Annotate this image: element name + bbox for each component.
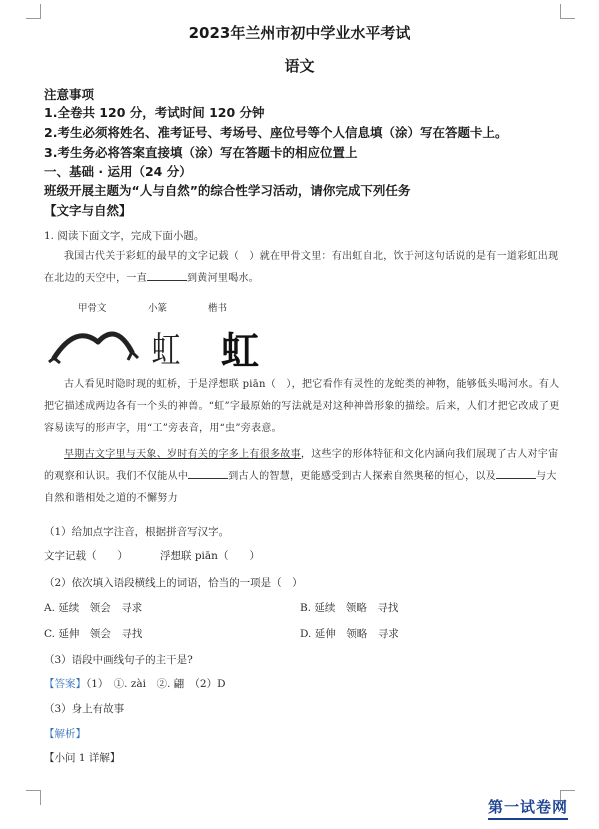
fill-blank-3 <box>496 468 536 479</box>
notes-heading: 注意事项 <box>44 87 95 102</box>
section-theme: 班级开展主题为“人与自然”的综合性学习活动，请你完成下列任务 <box>44 183 411 198</box>
section-subheading: 【文字与自然】 <box>44 203 132 218</box>
seal-script-rainbow: 虹 <box>151 330 181 371</box>
subquestion-3: （3）语段中画线句子的主干是? <box>44 654 193 666</box>
subquestion-2: （2）依次填入语段横线上的词语，恰当的一项是（ ） <box>44 577 303 589</box>
subject-title: 语文 <box>284 57 315 75</box>
glyph-label-regular: 楷书 <box>208 303 228 314</box>
passage-paragraph-2: 古人看见时隐时现的虹桥，于是浮想联 piān（ ），把它看作有灵性的龙蛇类的神物，能够低头喝河水。有人把它描述成两边各有一个头的神兽。“虹”字最原始的写法就是对这种神兽形象的描绘。后来，人们才把它改成了更容易读写的形声字，用“工”旁表音，用“虫”旁表意。 <box>44 379 560 434</box>
underlined-sentence: 早期古文字里与天象、岁时有关的字多上有很多故事 <box>64 449 301 460</box>
passage-paragraph-1: 我国古代关于彩虹的最早的文字记载（ ）就在甲骨文里：有出虹自北，饮于河这句话说的是有一道彩虹出现在北边的天空中，一直 到黄河里喝水。 <box>44 251 559 284</box>
section-heading: 一、基础 · 运用（24 分） <box>44 164 192 179</box>
answer-line: 【答案】（1） ①. zài ②. 翩 （2）D <box>44 678 226 690</box>
crop-mark-top-left <box>26 4 41 19</box>
analysis-label: 【解析】 <box>44 728 86 740</box>
glyph-label-oracle: 甲骨文 <box>78 303 107 314</box>
fill-blank-2 <box>188 468 228 479</box>
option-b: B. 延续 领略 寻找 <box>300 602 399 614</box>
option-d: D. 延伸 领略 寻求 <box>300 628 399 640</box>
notes-item-1: 1.全卷共 120 分，考试时间 120 分钟 <box>44 105 265 120</box>
detail-label: 【小问 1 详解】 <box>44 752 121 764</box>
option-c: C. 延伸 领会 寻找 <box>44 628 143 640</box>
rainbow-character-evolution <box>46 318 286 373</box>
subquestion-1-item-a: 文字记载（ ） <box>44 550 128 562</box>
subquestion-1-item-b: 浮想联 piān（ ） <box>160 550 260 562</box>
notes-item-3: 3.考生务必将答案直接填（涂）写在答题卡的相应位置上 <box>44 145 358 160</box>
subquestion-1: （1）给加点字注音，根据拼音写汉字。 <box>44 526 230 538</box>
exam-title: 2023年兰州市初中学业水平考试 <box>188 24 411 42</box>
option-a: A. 延续 领会 寻求 <box>44 602 143 614</box>
question-prompt: 1. 阅读下面文字，完成下面小题。 <box>44 230 205 242</box>
answer-label: 【答案】 <box>44 678 86 690</box>
site-watermark: 第一试卷网 <box>488 796 568 820</box>
crop-mark-top-right <box>560 4 575 19</box>
crop-mark-bottom-left <box>26 790 41 805</box>
glyph-label-seal: 小篆 <box>148 303 168 314</box>
fill-blank-1 <box>147 270 187 281</box>
notes-item-2: 2.考生必须将姓名、准考证号、考场号、座位号等个人信息填（涂）写在答题卡上。 <box>44 125 508 140</box>
passage-paragraph-3: 早期古文字里与天象、岁时有关的字多上有很多故事，这些字的形体特征和文化内涵向我们展现了古人对宇宙的观察和认识。我们不仅能从中 到古人的智慧，更能感受到古人探索自然奥秘的恒心，以及 与大自然和谐相处之道的不懈努力 <box>44 449 559 504</box>
answer-line-2: （3）身上有故事 <box>44 703 125 715</box>
regular-script-rainbow: 虹 <box>221 329 260 373</box>
